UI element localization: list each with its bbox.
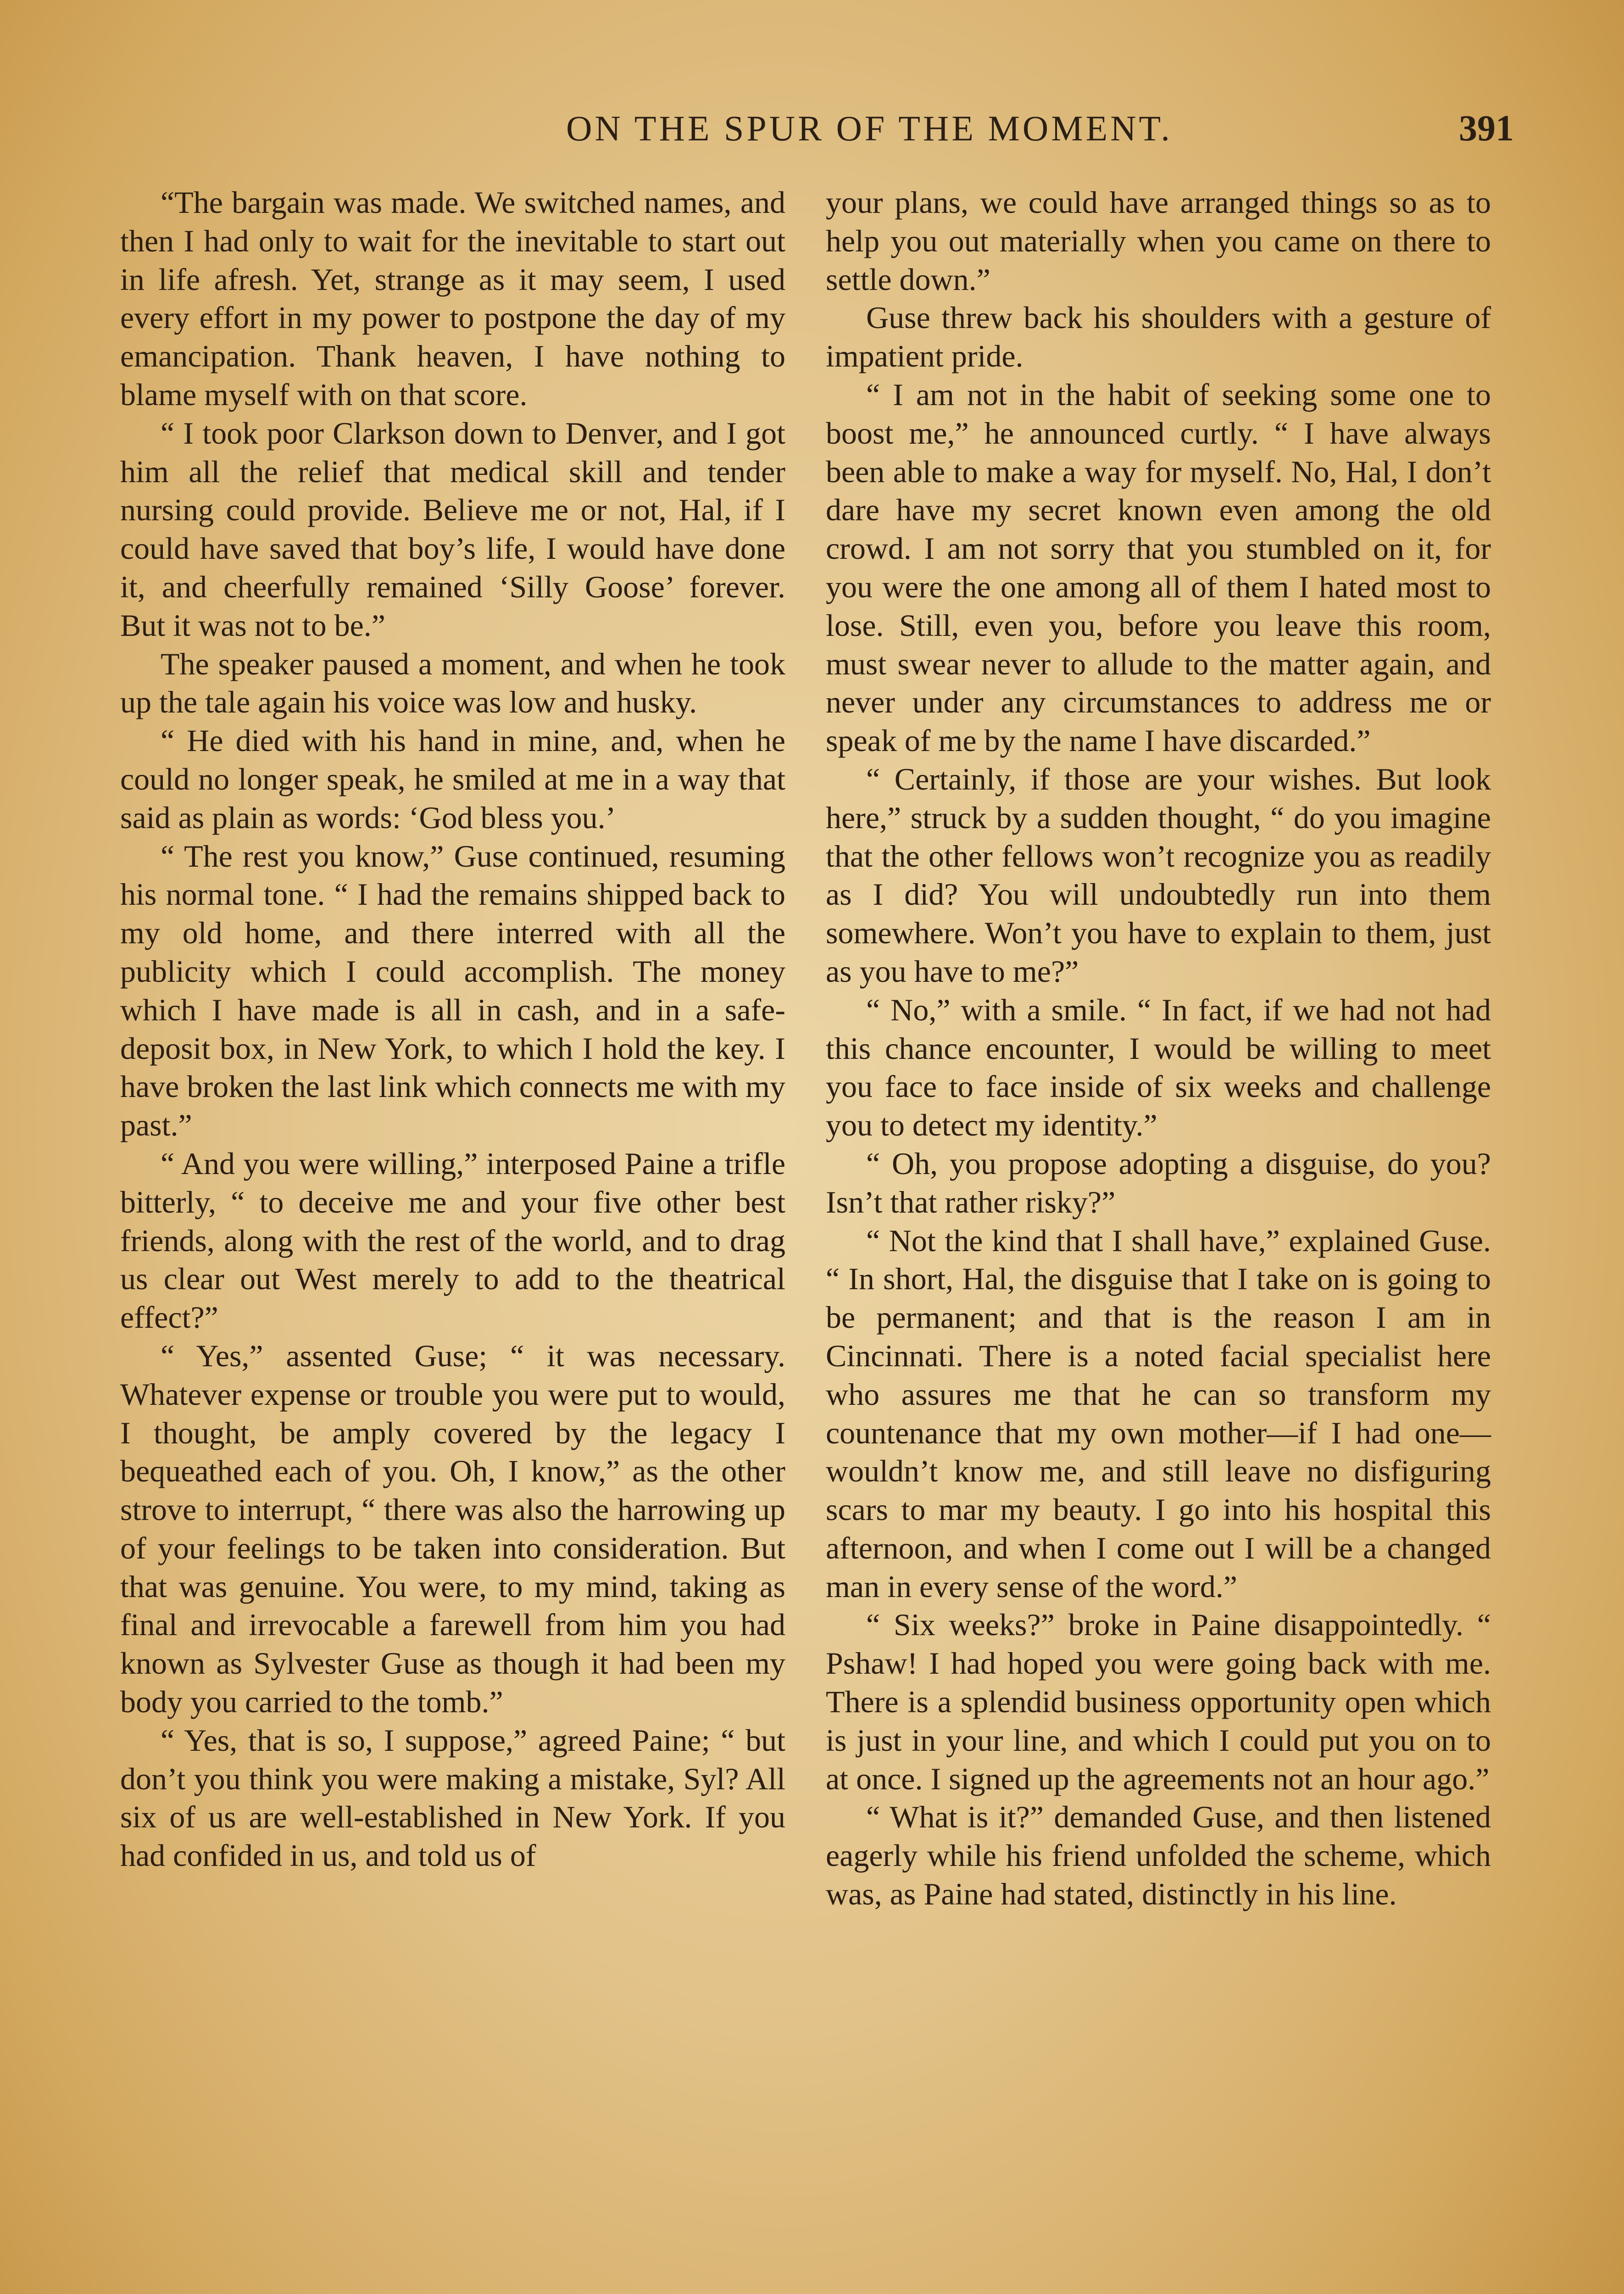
paragraph: The speaker paused a moment, and when he took up the tale again his voice was low and husky. (120, 646, 785, 720)
paragraph: “ Certainly, if those are your wishes. But look here,” struck by a sudden thought, “ do you imagine that the other fellows won’t recognize you as readily as I did? You will undoubtedly run into them somewhere. Won’t you have to explain to them, just as you have to me?” (826, 761, 1491, 989)
left-column (120, 184, 785, 1875)
paragraph: “ Six weeks?” broke in Paine disappointedly. “ Pshaw! I had hoped you were going back with me. There is a splendid business opportunity open which is just in your line, and which I could put you on to at once. I signed up the agreements not an hour ago.” (826, 1607, 1491, 1796)
paragraph: “ And you were willing,” interposed Paine a trifle bitterly, “ to deceive me and your five other best friends, along with the rest of the world, and to drag us clear out West merely to add to the theatrical effect?” (120, 1146, 785, 1335)
paragraph: “ No,” with a smile. “ In fact, if we had not had this chance encounter, I would be willing to meet you face to face inside of six weeks and challenge you to detect my identity.” (826, 992, 1491, 1143)
paragraph: “ I am not in the habit of seeking some one to boost me,” he announced curtly. “ I have always been able to make a way for myself. No, Hal, I don’t dare have my secret known even among the old crowd. I am not sorry that you stumbled on it, for you were the one among all of them I hated most to lose. Still, even you, before you leave this room, must swear never to allude to the matter again, and never under any circumstances to address me or speak of me by the name I have discarded.” (826, 377, 1491, 758)
paragraph: “ What is it?” demanded Guse, and then listened eagerly while his friend unfolded the scheme, which was, as Paine had stated, distinctly in his line. (826, 1799, 1491, 1912)
paragraph: “ Oh, you propose adopting a disguise, do you? Isn’t that rather risky?” (826, 1146, 1491, 1219)
page-header (110, 103, 1514, 154)
right-column (826, 184, 1491, 1914)
paragraph: “The bargain was made. We switched names, and then I had only to wait for the inevitable to start out in life afresh. Yet, strange as it may seem, I used every effort in my power to postpone the day of my emancipation. Thank heaven, I have nothing to blame myself with on that score. (120, 185, 785, 412)
running-title: ON THE SPUR OF THE MOMENT. (566, 108, 1173, 148)
paragraph: “ Not the kind that I shall have,” explained Guse. “ In short, Hal, the disguise that I take on is going to be permanent; and that is the reason I am in Cincinnati. There is a noted facial specialist here who assures me that he can so transform my countenance that my own mother—if I had one—wouldn’t know me, and still leave no disfiguring scars to mar my beauty. I go into his hospital this afternoon, and when I come out I will be a changed man in every sense of the word.” (826, 1223, 1491, 1604)
paragraph: “ I took poor Clarkson down to Denver, and I got him all the relief that medical skill and tender nursing could provide. Believe me or not, Hal, if I could have saved that boy’s life, I would have done it, and cheerfully remained ‘Silly Goose’ forever. But it was not to be.” (120, 415, 785, 643)
page-number: 391 (1459, 108, 1514, 149)
paragraph: Guse threw back his shoulders with a gesture of impatient pride. (826, 300, 1491, 374)
paragraph: “ Yes,” assented Guse; “ it was necessary. Whatever expense or trouble you were put to would, I thought, be amply covered by the legacy I bequeathed each of you. Oh, I know,” as the other strove to interrupt, “ there was also the harrowing up of your feelings to be taken into consideration. But that was genuine. You were, to my mind, taking as final and irrevocable a farewell from him you had known as Sylvester Guse as though it had been my body you carried to the tomb.” (120, 1338, 785, 1720)
paragraph: “ Yes, that is so, I suppose,” agreed Paine; “ but don’t you think you were making a mistake, Syl? All six of us are well-established in New York. If you had confided in us, and told us of (120, 1722, 785, 1873)
paragraph: “ The rest you know,” Guse continued, resuming his normal tone. “ I had the remains shipped back to my old home, and there interred with all the publicity which I could accomplish. The money which I have made is all in cash, and in a safe-deposit box, in New York, to which I hold the key. I have broken the last link which connects me with my past.” (120, 838, 785, 1143)
paragraph-continued: your plans, we could have arranged things so as to help you out materially when you came on there to settle down.” (826, 185, 1491, 297)
paragraph: “ He died with his hand in mine, and, when he could no longer speak, he smiled at me in a way that said as plain as words: ‘God bless you.’ (120, 723, 785, 835)
